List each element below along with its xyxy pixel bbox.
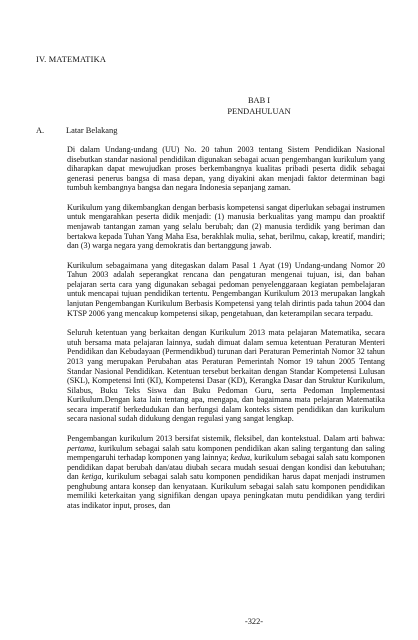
chapter-heading (0, 96, 418, 117)
page-number: -322- (244, 617, 264, 626)
paragraph-5-pertama: pertama (67, 443, 95, 453)
paragraph-1: Di dalam Undang-undang (UU) No. 20 tahun 2003 tentang Sistem Pendidikan Nasional disebutkan standar nasional pendidikan digunakan sebagai acuan pengembangan kurikulum yang diharapkan dapat mewujudkan proses berkembangnya kualitas pribadi peserta didik sebagai generasi penerus bangsa di masa depan, yang diyakini akan menjadi faktor determinan bagi tumbuh kembangnya bangsa dan negara Indonesia sepanjang zaman. (67, 145, 385, 193)
paragraph-2: Kurikulum yang dikembangkan dengan berbasis kompetensi sangat diperlukan sebagai instrumen untuk mengarahkan peserta didik menjadi: (1) manusia berkualitas yang mampu dan proaktif menjawab tantangan zaman yang selalu berubah; dan (2) manusia terdidik yang beriman dan bertakwa kepada Tuhan Yang Maha Esa, berakhlak mulia, sehat, berilmu, cakap, kreatif, mandiri; dan (3) warga negara yang demokratis dan bertanggung jawab. (67, 202, 385, 251)
subsection-title: Latar Belakang (66, 126, 118, 135)
chapter-number: BAB I (247, 96, 271, 105)
paragraph-5-part-d: , kurikulum sebagai salah satu komponen pendidikan harus dapat menjadi instrumen penghubung antara konsep dan kenyataan. Kurikulum sebagai salah satu komponen pendidikan memiliki keterkaitan yang signifikan dengan upaya peningkatan mutu pendidikan yang terdiri atas indikator input, proses, dan (67, 472, 386, 510)
paragraph-5-part-c: , kurikulum sebagai salah satu komponen pendidikan dapat berubah dan/atau diubah secara mudah sesuai dengan kondisi dan kebutuhan; dan (67, 453, 385, 482)
paragraph-5-kedua: kedua (230, 453, 251, 463)
subsection-letter: A. (36, 126, 45, 135)
paragraph-4: Seluruh ketentuan yang berkaitan dengan Kurikulum 2013 mata pelajaran Matematika, secara utuh bersama mata pelajaran lainnya, sudah dimuat dalam semua ketentuan Peraturan Menteri Pendidikan dan Kebudayaan (Permendikbud) turunan dari Peraturan Pemerintah Nomor 32 tahun 2013 yang merupakan Perubahan atas Peraturan Pemerintah Nomor 19 tahun 2005 Tentang Standar Nasional Pendidikan. Ketentuan tersebut berkaitan dengan Standar Kompetensi Lulusan (SKL), Kompetensi Inti (KI), Kompetensi Dasar (KD), Kerangka Dasar dan Struktur Kurikulum, Silabus, Buku Teks Siswa dan Buku Pedoman Guru, serta Pedoman Implementasi Kurikulum.Dengan kata lain tentang apa, mengapa, dan bagaimana mata pelajaran Matematika secara imperatif berkedudukan dan berfungsi dalam konteks sistem pendidikan dan kurikulum secara nasional sudah didukung dengan regulasi yang sangat lengkap. (67, 328, 385, 424)
section-title: IV. MATEMATIKA (36, 55, 107, 64)
paragraph-5-part-b: , kurikulum sebagai salah satu komponen pendidikan akan saling tergantung dan saling mempengaruhi terhadap komponen yang lainnya; (67, 443, 385, 463)
chapter-title: PENDAHULUAN (227, 106, 291, 116)
paragraph-5-ketiga: ketiga (81, 472, 102, 482)
paragraph-5 (67, 434, 385, 510)
body-text (67, 145, 385, 521)
subsection-heading (36, 126, 117, 135)
paragraph-3: Kurikulum sebagaimana yang ditegaskan dalam Pasal 1 Ayat (19) Undang-undang Nomor 20 Tahun 2003 adalah seperangkat rencana dan pengaturan mengenai tujuan, isi, dan bahan pelajaran serta cara yang digunakan sebagai pedoman penyelenggaraan kegiatan pembelajaran untuk mencapai tujuan pendidikan tertentu. Pengembangan Kurikulum 2013 merupakan langkah lanjutan Pengembangan Kurikulum Berbasis Kompetensi yang telah dirintis pada tahun 2004 dan KTSP 2006 yang mencakup kompetensi sikap, pengetahuan, dan keterampilan secara terpadu. (67, 260, 385, 318)
paragraph-5-part-a: Pengembangan kurikulum 2013 bersifat sistemik, fleksibel, dan kontekstual. Dalam arti bahwa: (67, 433, 385, 443)
